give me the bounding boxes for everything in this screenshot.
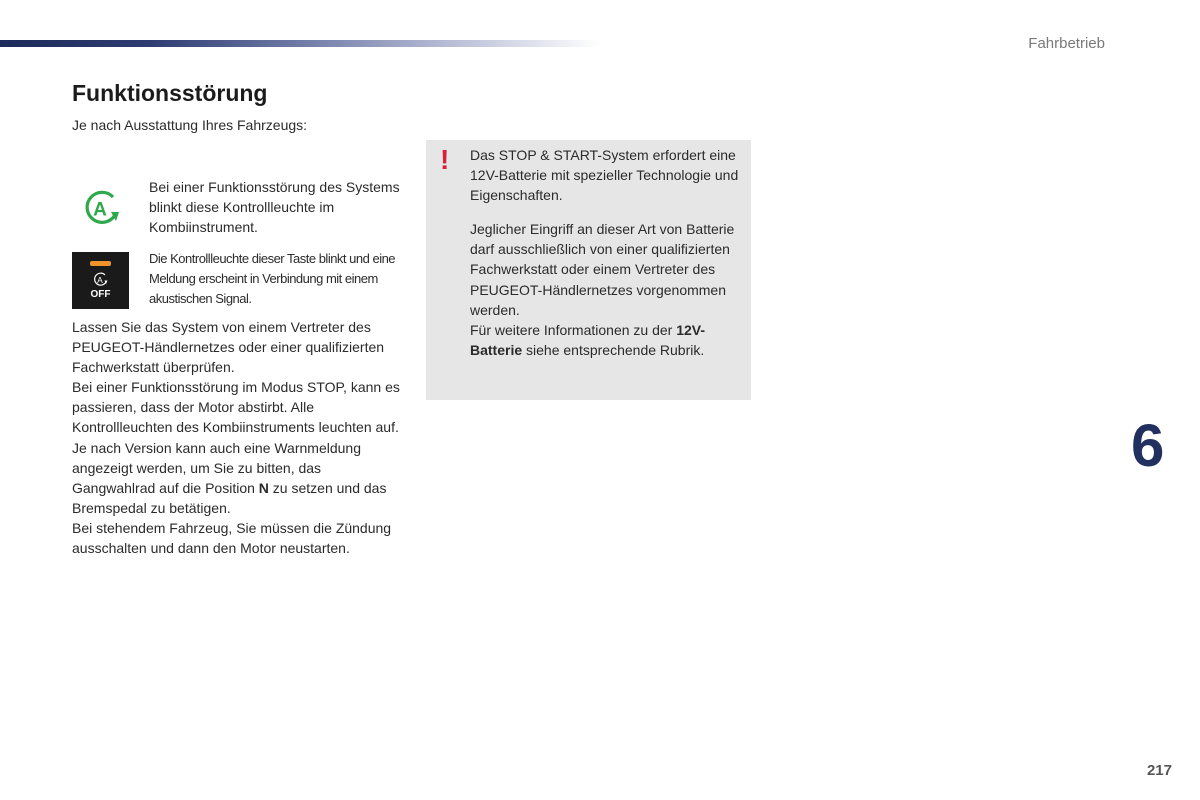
svg-text:A: A [97,274,103,285]
svg-text:A: A [93,199,107,221]
intro-text: Je nach Ausstattung Ihres Fahrzeugs: [72,117,308,133]
note-box [426,140,751,400]
stop-start-warning-icon [82,190,122,226]
indicator-description: Bei einer Funktionsstörung des Systems blinkt diese Kontrollleuchte im Kombiinstrument. [149,179,400,235]
page-number: 217 [1146,762,1172,779]
button-description: Die Kontrollleuchte dieser Taste blinkt und eine Meldung erscheint in Verbindung mit einem akustischen Signal. [149,251,396,306]
note-text [470,145,746,360]
text-run: zu setzen und das Bremspedal zu betätigen. [72,479,387,516]
stop-start-off-button-icon [72,252,129,309]
header-gradient-bar [0,40,600,47]
exclamation-icon: ! [440,144,450,175]
section-label: Fahrbetrieb [1028,35,1105,52]
note-paragraph [470,320,746,360]
note-paragraph: Jeglicher Eingriff an dieser Art von Batterie darf ausschließlich von einer qualifizierten Fachwerkstatt oder einem Vertreter des PEUGEOT-Händlernetzes vorgenommen werden. [470,221,735,318]
text-run: Für weitere Informationen zu der [470,321,677,338]
body-text [72,317,402,558]
note-paragraph: Das STOP & START-System erfordert eine 12V-Batterie mit spezieller Technologie und Eigenschaften. [470,147,739,204]
paragraph: Bei einer Funktionsstörung im Modus STOP, kann es passieren, dass der Motor abstirbt. Alle Kontrollleuchten des Kombiinstruments leuchten auf. [72,379,400,436]
a-circle-icon [93,272,108,287]
chapter-number: 6 [1131,412,1165,479]
bold-text: 12V-Batterie [470,321,706,358]
paragraph [72,438,402,518]
bold-text: N [258,479,269,496]
off-label: OFF [90,289,111,300]
text-run: Je nach Version kann auch eine Warnmeldung angezeigt werden, um Sie zu bitten, das Gangwahlrad auf die Position [72,439,361,496]
text-run: siehe entsprechende Rubrik. [522,341,705,358]
orange-indicator-light [90,261,111,266]
page-title: Funktionsstörung [72,80,268,106]
paragraph: Bei stehendem Fahrzeug, Sie müssen die Zündung ausschalten und dann den Motor neustarten. [72,519,392,557]
paragraph: Lassen Sie das System von einem Vertreter des PEUGEOT-Händlernetzes oder einer qualifizierten Fachwerkstatt überprüfen. [72,319,385,376]
